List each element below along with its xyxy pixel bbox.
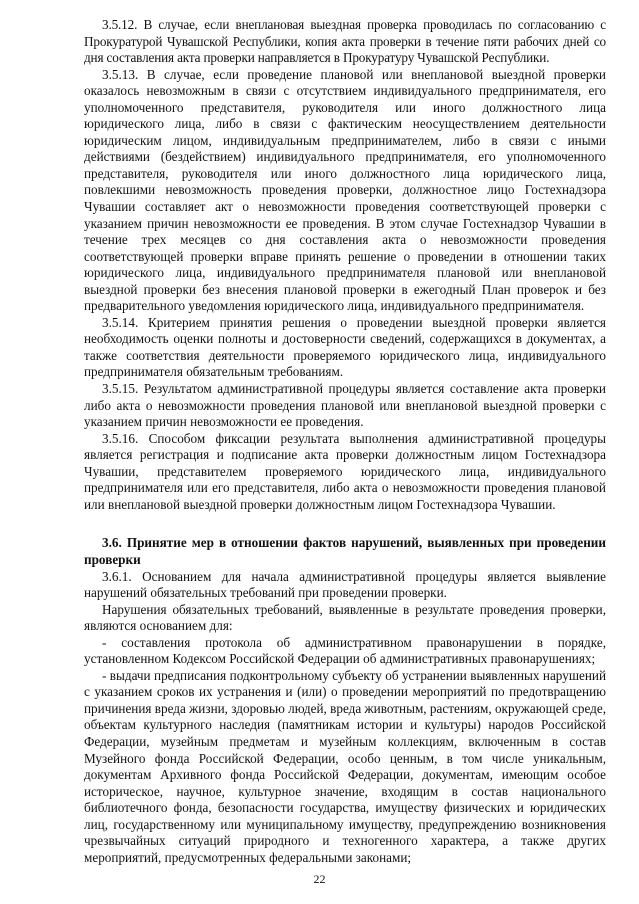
list-item-protocol: - составления протокола об административном правонарушении в порядке, установленном Кодексом Российской Федерации об административных правонарушениях; (84, 634, 606, 667)
page-number: 22 (313, 872, 326, 886)
paragraph-3-5-13: 3.5.13. В случае, если проведение плановой или внеплановой выездной проверки оказалось невозможным в связи с отсутствием индивидуального предпринимателя, его уполномоченного представителя, руководителя или иного должностного лица юридического лица, либо в связи с фактическим неосуществлением деятельности юридическим лицом, индивидуальным предпринимателем, либо в связи с иными действиями (бездействием) индивидуального предпринимателя, его уполномоченного представителя, руководителя или иного должностного лица юридического лица, повлекшими невозможность проведения проверки, должностное лицо Гостехнадзора Чувашии составляет акт о невозможности проведения соответствующей проверки с указанием причин невозможности ее проведения. В этом случае Гостехнадзор Чувашии в течение трех месяцев со дня составления акта о невозможности проведения соответствующей проверки вправе принять решение о проведении в отношении таких юридического лица, индивидуального предпринимателя плановой или внеплановой выездной проверки без внесения плановой проверки в ежегодный План проверок и без предварительного уведомления юридического лица, индивидуального предпринимателя. (84, 66, 606, 314)
section-heading-3-6: 3.6. Принятие мер в отношении фактов нарушений, выявленных при проведении проверки (84, 535, 606, 567)
paragraph-3-5-15: 3.5.15. Результатом административной процедуры является составление акта проверки либо акта о невозможности проведения плановой или внеплановой выездной проверки с указанием причин невозможности ее проведения. (84, 381, 606, 430)
paragraph-3-5-14: 3.5.14. Критерием принятия решения о проведении выездной проверки является необходимость оценки полноты и достоверности сведений, содержащихся в документах, а также соответствия деятельности проверяемого юридического лица, индивидуального предпринимателя обязательным требованиям. (84, 314, 606, 380)
list-item-prescription: - выдачи предписания подконтрольному субъекту об устранении выявленных нарушений с указанием сроков их устранения и (или) о проведении мероприятий по предотвращению причинения вреда жизни, здоровью людей, вреда животным, растениям, окружающей среде, объектам культурного наследия (памятникам истории и культуры) народов Российской Федерации, музейным предметам и музейным коллекциям, включенным в состав Музейного фонда Российской Федерации, особо ценным, в том числе уникальным, документам Архивного фонда Российской Федерации, документам, имеющим особое историческое, научное, культурное значение, входящим в состав национального библиотечного фонда, безопасности государства, имуществу физических и юридических лиц, государственному или муниципальному имуществу, предупреждению возникновения чрезвычайных ситуаций природного и техногенного характера, а также других мероприятий, предусмотренных федеральными законами; (84, 667, 606, 865)
paragraph-violations-intro: Нарушения обязательных требований, выявленные в результате проведения проверки, являются основанием для: (84, 601, 606, 634)
page-content (84, 17, 606, 866)
paragraph-3-5-12: 3.5.12. В случае, если внеплановая выездная проверка проводилась по согласованию с Прокуратурой Чувашской Республики, копия акта проверки в течение пяти рабочих дней со дня составления акта проверки направляется в Прокуратуру Чувашской Республики. (84, 17, 606, 66)
paragraph-3-5-16: 3.5.16. Способом фиксации результата выполнения административной процедуры является регистрация и подписание акта проверки должностным лицом Гостехнадзора Чувашии, представителем проверяемого юридического лица, индивидуального предпринимателя или его представителя, либо акта о невозможности проведения плановой или внеплановой выездной проверки должностным лицом Гостехнадзора Чувашии. (84, 430, 606, 512)
paragraph-3-6-1: 3.6.1. Основанием для начала административной процедуры является выявление нарушений обязательных требований при проведении проверки. (84, 568, 606, 601)
